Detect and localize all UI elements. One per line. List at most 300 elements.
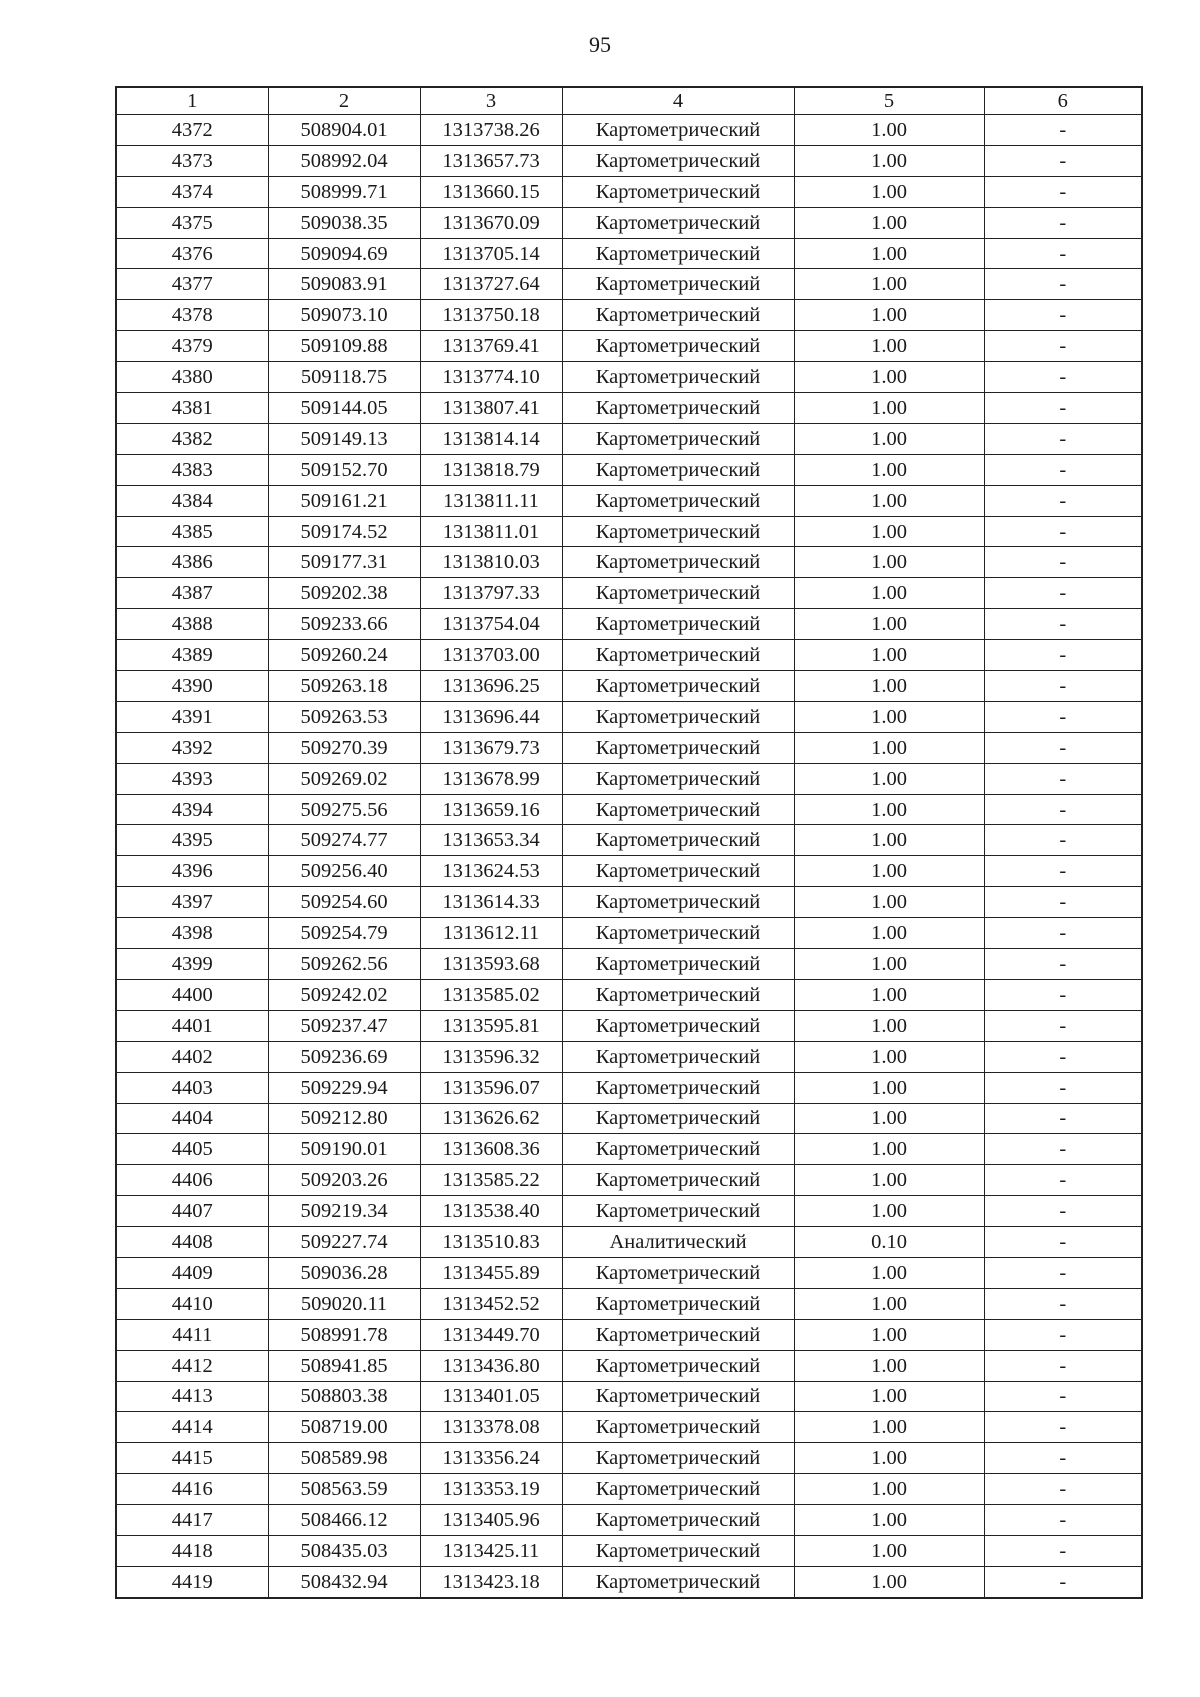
method-cell: Картометрический: [562, 238, 794, 269]
point-number-cell: 4373: [116, 145, 268, 176]
accuracy-cell: 1.00: [794, 207, 984, 238]
x-coordinate-cell: 509270.39: [268, 732, 420, 763]
accuracy-cell: 1.00: [794, 1566, 984, 1597]
method-cell: Картометрический: [562, 1443, 794, 1474]
table-row: [116, 1134, 1142, 1165]
table-row: [116, 701, 1142, 732]
table-row: [116, 825, 1142, 856]
point-number-cell: 4375: [116, 207, 268, 238]
table-header: [116, 87, 1142, 115]
table-row: [116, 1072, 1142, 1103]
point-number-cell: 4386: [116, 547, 268, 578]
y-coordinate-cell: 1313452.52: [420, 1288, 562, 1319]
y-coordinate-cell: 1313585.22: [420, 1165, 562, 1196]
note-cell: -: [984, 207, 1142, 238]
point-number-cell: 4379: [116, 331, 268, 362]
accuracy-cell: 1.00: [794, 362, 984, 393]
method-cell: Картометрический: [562, 640, 794, 671]
y-coordinate-cell: 1313423.18: [420, 1566, 562, 1597]
point-number-cell: 4409: [116, 1257, 268, 1288]
x-coordinate-cell: 509020.11: [268, 1288, 420, 1319]
method-cell: Картометрический: [562, 547, 794, 578]
accuracy-cell: 1.00: [794, 238, 984, 269]
y-coordinate-cell: 1313659.16: [420, 794, 562, 825]
y-coordinate-cell: 1313626.62: [420, 1103, 562, 1134]
method-cell: Картометрический: [562, 732, 794, 763]
accuracy-cell: 1.00: [794, 856, 984, 887]
method-cell: Картометрический: [562, 516, 794, 547]
point-number-cell: 4400: [116, 979, 268, 1010]
note-cell: -: [984, 640, 1142, 671]
method-cell: Картометрический: [562, 1103, 794, 1134]
accuracy-cell: 1.00: [794, 887, 984, 918]
x-coordinate-cell: 509094.69: [268, 238, 420, 269]
table-row: [116, 1350, 1142, 1381]
point-number-cell: 4397: [116, 887, 268, 918]
note-cell: -: [984, 115, 1142, 146]
x-coordinate-cell: 509149.13: [268, 423, 420, 454]
table-row: [116, 918, 1142, 949]
method-cell: Аналитический: [562, 1227, 794, 1258]
point-number-cell: 4407: [116, 1196, 268, 1227]
accuracy-cell: 1.00: [794, 423, 984, 454]
note-cell: -: [984, 393, 1142, 424]
note-cell: -: [984, 979, 1142, 1010]
accuracy-cell: 1.00: [794, 1165, 984, 1196]
note-cell: -: [984, 1041, 1142, 1072]
header-cell-1: 1: [116, 87, 268, 115]
y-coordinate-cell: 1313818.79: [420, 454, 562, 485]
point-number-cell: 4398: [116, 918, 268, 949]
note-cell: -: [984, 1535, 1142, 1566]
accuracy-cell: 1.00: [794, 331, 984, 362]
table-row: [116, 949, 1142, 980]
y-coordinate-cell: 1313797.33: [420, 578, 562, 609]
method-cell: Картометрический: [562, 856, 794, 887]
note-cell: -: [984, 949, 1142, 980]
table-row: [116, 393, 1142, 424]
method-cell: Картометрический: [562, 1041, 794, 1072]
x-coordinate-cell: 509236.69: [268, 1041, 420, 1072]
y-coordinate-cell: 1313449.70: [420, 1319, 562, 1350]
header-cell-3: 3: [420, 87, 562, 115]
header-cell-5: 5: [794, 87, 984, 115]
method-cell: Картометрический: [562, 485, 794, 516]
y-coordinate-cell: 1313703.00: [420, 640, 562, 671]
point-number-cell: 4408: [116, 1227, 268, 1258]
table-row: [116, 1227, 1142, 1258]
table-row: [116, 300, 1142, 331]
table-row: [116, 732, 1142, 763]
point-number-cell: 4391: [116, 701, 268, 732]
y-coordinate-cell: 1313657.73: [420, 145, 562, 176]
method-cell: Картометрический: [562, 671, 794, 702]
method-cell: Картометрический: [562, 887, 794, 918]
y-coordinate-cell: 1313595.81: [420, 1010, 562, 1041]
point-number-cell: 4382: [116, 423, 268, 454]
table-row: [116, 516, 1142, 547]
accuracy-cell: 1.00: [794, 1072, 984, 1103]
x-coordinate-cell: 509227.74: [268, 1227, 420, 1258]
table-row: [116, 1288, 1142, 1319]
table-row: [116, 1041, 1142, 1072]
x-coordinate-cell: 509161.21: [268, 485, 420, 516]
x-coordinate-cell: 508991.78: [268, 1319, 420, 1350]
note-cell: -: [984, 485, 1142, 516]
point-number-cell: 4395: [116, 825, 268, 856]
method-cell: Картометрический: [562, 393, 794, 424]
point-number-cell: 4380: [116, 362, 268, 393]
accuracy-cell: 1.00: [794, 640, 984, 671]
note-cell: -: [984, 1134, 1142, 1165]
y-coordinate-cell: 1313696.25: [420, 671, 562, 702]
x-coordinate-cell: 509274.77: [268, 825, 420, 856]
x-coordinate-cell: 508719.00: [268, 1412, 420, 1443]
point-number-cell: 4388: [116, 609, 268, 640]
point-number-cell: 4396: [116, 856, 268, 887]
method-cell: Картометрический: [562, 454, 794, 485]
accuracy-cell: 1.00: [794, 454, 984, 485]
point-number-cell: 4392: [116, 732, 268, 763]
x-coordinate-cell: 509275.56: [268, 794, 420, 825]
x-coordinate-cell: 509109.88: [268, 331, 420, 362]
point-number-cell: 4377: [116, 269, 268, 300]
point-number-cell: 4414: [116, 1412, 268, 1443]
x-coordinate-cell: 509190.01: [268, 1134, 420, 1165]
accuracy-cell: 1.00: [794, 1319, 984, 1350]
x-coordinate-cell: 509212.80: [268, 1103, 420, 1134]
accuracy-cell: 1.00: [794, 1412, 984, 1443]
x-coordinate-cell: 508803.38: [268, 1381, 420, 1412]
point-number-cell: 4394: [116, 794, 268, 825]
method-cell: Картометрический: [562, 763, 794, 794]
y-coordinate-cell: 1313624.53: [420, 856, 562, 887]
table-row: [116, 671, 1142, 702]
table-row: [116, 547, 1142, 578]
note-cell: -: [984, 1257, 1142, 1288]
note-cell: -: [984, 423, 1142, 454]
table-row: [116, 207, 1142, 238]
note-cell: -: [984, 1319, 1142, 1350]
note-cell: -: [984, 732, 1142, 763]
y-coordinate-cell: 1313378.08: [420, 1412, 562, 1443]
x-coordinate-cell: 509219.34: [268, 1196, 420, 1227]
table-row: [116, 1257, 1142, 1288]
x-coordinate-cell: 508941.85: [268, 1350, 420, 1381]
method-cell: Картометрический: [562, 578, 794, 609]
note-cell: -: [984, 1103, 1142, 1134]
header-row: [116, 87, 1142, 115]
note-cell: -: [984, 331, 1142, 362]
table-row: [116, 1196, 1142, 1227]
accuracy-cell: 1.00: [794, 1041, 984, 1072]
point-number-cell: 4378: [116, 300, 268, 331]
method-cell: Картометрический: [562, 145, 794, 176]
x-coordinate-cell: 508992.04: [268, 145, 420, 176]
point-number-cell: 4390: [116, 671, 268, 702]
point-number-cell: 4419: [116, 1566, 268, 1597]
point-number-cell: 4410: [116, 1288, 268, 1319]
y-coordinate-cell: 1313356.24: [420, 1443, 562, 1474]
x-coordinate-cell: 508563.59: [268, 1474, 420, 1505]
coordinates-table: [115, 86, 1143, 1599]
table-row: [116, 1381, 1142, 1412]
method-cell: Картометрический: [562, 918, 794, 949]
point-number-cell: 4418: [116, 1535, 268, 1566]
y-coordinate-cell: 1313436.80: [420, 1350, 562, 1381]
table-row: [116, 1566, 1142, 1597]
accuracy-cell: 1.00: [794, 1350, 984, 1381]
note-cell: -: [984, 516, 1142, 547]
y-coordinate-cell: 1313425.11: [420, 1535, 562, 1566]
y-coordinate-cell: 1313811.01: [420, 516, 562, 547]
note-cell: -: [984, 238, 1142, 269]
y-coordinate-cell: 1313608.36: [420, 1134, 562, 1165]
header-cell-4: 4: [562, 87, 794, 115]
accuracy-cell: 1.00: [794, 1010, 984, 1041]
point-number-cell: 4406: [116, 1165, 268, 1196]
point-number-cell: 4405: [116, 1134, 268, 1165]
note-cell: -: [984, 1381, 1142, 1412]
point-number-cell: 4404: [116, 1103, 268, 1134]
method-cell: Картометрический: [562, 1257, 794, 1288]
table-row: [116, 423, 1142, 454]
x-coordinate-cell: 508904.01: [268, 115, 420, 146]
page-number: 95: [589, 32, 611, 57]
note-cell: -: [984, 1196, 1142, 1227]
x-coordinate-cell: 508435.03: [268, 1535, 420, 1566]
header-cell-6: 6: [984, 87, 1142, 115]
table-row: [116, 794, 1142, 825]
y-coordinate-cell: 1313769.41: [420, 331, 562, 362]
y-coordinate-cell: 1313810.03: [420, 547, 562, 578]
y-coordinate-cell: 1313738.26: [420, 115, 562, 146]
note-cell: -: [984, 825, 1142, 856]
method-cell: Картометрический: [562, 1072, 794, 1103]
accuracy-cell: 1.00: [794, 1535, 984, 1566]
note-cell: -: [984, 671, 1142, 702]
method-cell: Картометрический: [562, 1412, 794, 1443]
x-coordinate-cell: 509118.75: [268, 362, 420, 393]
method-cell: Картометрический: [562, 1566, 794, 1597]
y-coordinate-cell: 1313660.15: [420, 176, 562, 207]
y-coordinate-cell: 1313585.02: [420, 979, 562, 1010]
table-row: [116, 145, 1142, 176]
y-coordinate-cell: 1313653.34: [420, 825, 562, 856]
method-cell: Картометрический: [562, 207, 794, 238]
x-coordinate-cell: 509036.28: [268, 1257, 420, 1288]
accuracy-cell: 1.00: [794, 701, 984, 732]
table-row: [116, 1505, 1142, 1536]
note-cell: -: [984, 578, 1142, 609]
point-number-cell: 4417: [116, 1505, 268, 1536]
note-cell: -: [984, 454, 1142, 485]
x-coordinate-cell: 509073.10: [268, 300, 420, 331]
method-cell: Картометрический: [562, 1288, 794, 1319]
point-number-cell: 4374: [116, 176, 268, 207]
point-number-cell: 4389: [116, 640, 268, 671]
accuracy-cell: 1.00: [794, 547, 984, 578]
y-coordinate-cell: 1313814.14: [420, 423, 562, 454]
point-number-cell: 4376: [116, 238, 268, 269]
accuracy-cell: 1.00: [794, 609, 984, 640]
table-row: [116, 887, 1142, 918]
table-row: [116, 1474, 1142, 1505]
accuracy-cell: 1.00: [794, 794, 984, 825]
method-cell: Картометрический: [562, 825, 794, 856]
accuracy-cell: 1.00: [794, 825, 984, 856]
y-coordinate-cell: 1313754.04: [420, 609, 562, 640]
point-number-cell: 4385: [116, 516, 268, 547]
x-coordinate-cell: 509269.02: [268, 763, 420, 794]
method-cell: Картометрический: [562, 423, 794, 454]
method-cell: Картометрический: [562, 176, 794, 207]
y-coordinate-cell: 1313727.64: [420, 269, 562, 300]
y-coordinate-cell: 1313670.09: [420, 207, 562, 238]
note-cell: -: [984, 1350, 1142, 1381]
point-number-cell: 4415: [116, 1443, 268, 1474]
x-coordinate-cell: 509202.38: [268, 578, 420, 609]
method-cell: Картометрический: [562, 701, 794, 732]
note-cell: -: [984, 300, 1142, 331]
y-coordinate-cell: 1313510.83: [420, 1227, 562, 1258]
method-cell: Картометрический: [562, 979, 794, 1010]
note-cell: -: [984, 547, 1142, 578]
x-coordinate-cell: 509260.24: [268, 640, 420, 671]
y-coordinate-cell: 1313401.05: [420, 1381, 562, 1412]
table-row: [116, 269, 1142, 300]
x-coordinate-cell: 509242.02: [268, 979, 420, 1010]
y-coordinate-cell: 1313696.44: [420, 701, 562, 732]
x-coordinate-cell: 509237.47: [268, 1010, 420, 1041]
x-coordinate-cell: 509254.79: [268, 918, 420, 949]
x-coordinate-cell: 509263.18: [268, 671, 420, 702]
accuracy-cell: 1.00: [794, 485, 984, 516]
x-coordinate-cell: 509254.60: [268, 887, 420, 918]
x-coordinate-cell: 509262.56: [268, 949, 420, 980]
note-cell: -: [984, 1227, 1142, 1258]
table-row: [116, 1443, 1142, 1474]
method-cell: Картометрический: [562, 609, 794, 640]
note-cell: -: [984, 1474, 1142, 1505]
note-cell: -: [984, 176, 1142, 207]
accuracy-cell: 1.00: [794, 1443, 984, 1474]
method-cell: Картометрический: [562, 1535, 794, 1566]
accuracy-cell: 0.10: [794, 1227, 984, 1258]
header-cell-2: 2: [268, 87, 420, 115]
y-coordinate-cell: 1313596.07: [420, 1072, 562, 1103]
y-coordinate-cell: 1313811.11: [420, 485, 562, 516]
accuracy-cell: 1.00: [794, 145, 984, 176]
accuracy-cell: 1.00: [794, 1103, 984, 1134]
x-coordinate-cell: 509152.70: [268, 454, 420, 485]
point-number-cell: 4411: [116, 1319, 268, 1350]
y-coordinate-cell: 1313750.18: [420, 300, 562, 331]
table-row: [116, 1319, 1142, 1350]
method-cell: Картометрический: [562, 300, 794, 331]
method-cell: Картометрический: [562, 1381, 794, 1412]
method-cell: Картометрический: [562, 1319, 794, 1350]
point-number-cell: 4399: [116, 949, 268, 980]
point-number-cell: 4383: [116, 454, 268, 485]
table-row: [116, 609, 1142, 640]
accuracy-cell: 1.00: [794, 763, 984, 794]
table-row: [116, 454, 1142, 485]
y-coordinate-cell: 1313612.11: [420, 918, 562, 949]
method-cell: Картометрический: [562, 1474, 794, 1505]
accuracy-cell: 1.00: [794, 115, 984, 146]
x-coordinate-cell: 509083.91: [268, 269, 420, 300]
note-cell: -: [984, 1566, 1142, 1597]
x-coordinate-cell: 509174.52: [268, 516, 420, 547]
note-cell: -: [984, 1072, 1142, 1103]
note-cell: -: [984, 1412, 1142, 1443]
x-coordinate-cell: 509263.53: [268, 701, 420, 732]
x-coordinate-cell: 509144.05: [268, 393, 420, 424]
table-row: [116, 1010, 1142, 1041]
table-row: [116, 238, 1142, 269]
method-cell: Картометрический: [562, 269, 794, 300]
point-number-cell: 4393: [116, 763, 268, 794]
table-row: [116, 640, 1142, 671]
point-number-cell: 4412: [116, 1350, 268, 1381]
y-coordinate-cell: 1313538.40: [420, 1196, 562, 1227]
accuracy-cell: 1.00: [794, 732, 984, 763]
table-row: [116, 115, 1142, 146]
point-number-cell: 4381: [116, 393, 268, 424]
note-cell: -: [984, 918, 1142, 949]
accuracy-cell: 1.00: [794, 393, 984, 424]
y-coordinate-cell: 1313807.41: [420, 393, 562, 424]
note-cell: -: [984, 609, 1142, 640]
point-number-cell: 4413: [116, 1381, 268, 1412]
note-cell: -: [984, 1443, 1142, 1474]
accuracy-cell: 1.00: [794, 1381, 984, 1412]
accuracy-cell: 1.00: [794, 949, 984, 980]
note-cell: -: [984, 269, 1142, 300]
note-cell: -: [984, 1010, 1142, 1041]
note-cell: -: [984, 763, 1142, 794]
accuracy-cell: 1.00: [794, 269, 984, 300]
table-row: [116, 485, 1142, 516]
method-cell: Картометрический: [562, 949, 794, 980]
table-row: [116, 331, 1142, 362]
accuracy-cell: 1.00: [794, 918, 984, 949]
table-row: [116, 979, 1142, 1010]
method-cell: Картометрический: [562, 1165, 794, 1196]
x-coordinate-cell: 508432.94: [268, 1566, 420, 1597]
x-coordinate-cell: 508466.12: [268, 1505, 420, 1536]
point-number-cell: 4402: [116, 1041, 268, 1072]
x-coordinate-cell: 509203.26: [268, 1165, 420, 1196]
method-cell: Картометрический: [562, 1196, 794, 1227]
point-number-cell: 4387: [116, 578, 268, 609]
x-coordinate-cell: 509233.66: [268, 609, 420, 640]
table-body: [116, 115, 1142, 1598]
accuracy-cell: 1.00: [794, 1505, 984, 1536]
accuracy-cell: 1.00: [794, 300, 984, 331]
method-cell: Картометрический: [562, 1010, 794, 1041]
accuracy-cell: 1.00: [794, 516, 984, 547]
accuracy-cell: 1.00: [794, 578, 984, 609]
y-coordinate-cell: 1313679.73: [420, 732, 562, 763]
y-coordinate-cell: 1313596.32: [420, 1041, 562, 1072]
table-row: [116, 176, 1142, 207]
table-row: [116, 362, 1142, 393]
note-cell: -: [984, 1288, 1142, 1319]
method-cell: Картометрический: [562, 1134, 794, 1165]
y-coordinate-cell: 1313774.10: [420, 362, 562, 393]
